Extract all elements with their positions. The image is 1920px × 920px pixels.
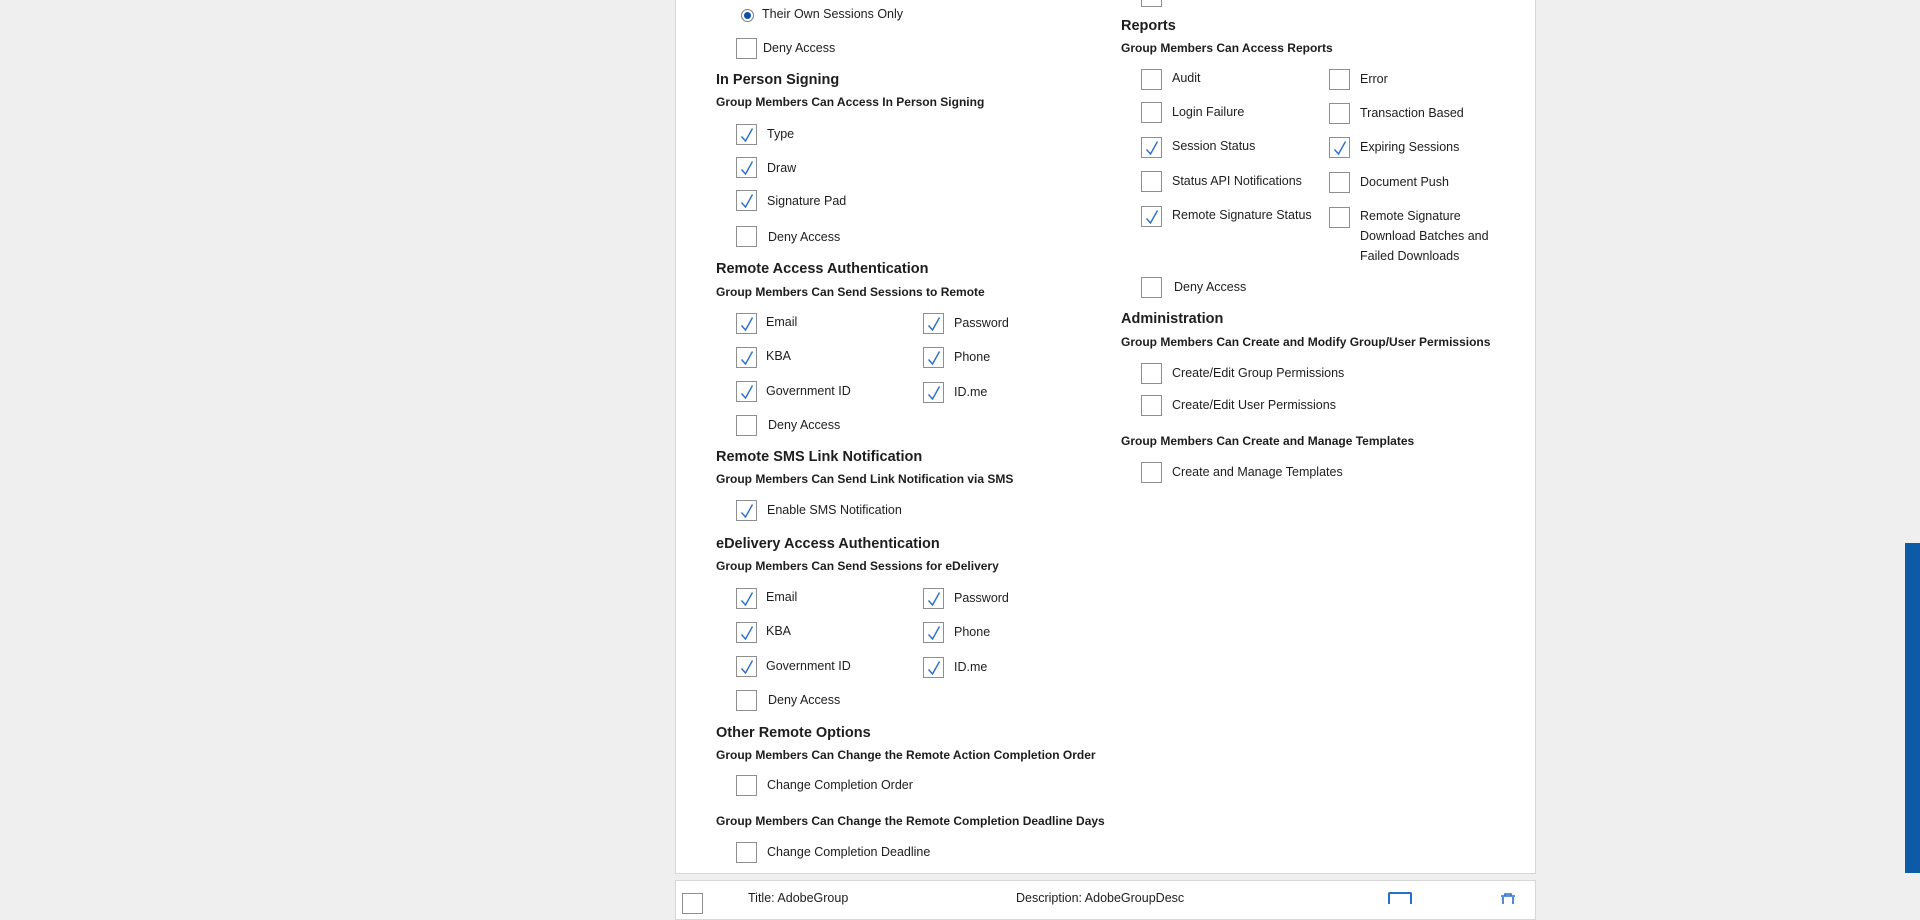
- sms-subtitle: Group Members Can Send Link Notification via SMS: [716, 472, 1014, 486]
- in-person-draw-label: Draw: [767, 161, 797, 175]
- edelivery-phone-checkbox[interactable]: [923, 622, 944, 643]
- remote-idme-label: ID.me: [954, 385, 988, 399]
- in-person-deny-label: Deny Access: [768, 230, 841, 244]
- prior-section-checkbox[interactable]: [1141, 0, 1162, 7]
- report-transaction-based-label: Transaction Based: [1360, 106, 1464, 120]
- administration-title: Administration: [1121, 311, 1224, 327]
- report-audit-checkbox[interactable]: [1141, 69, 1162, 90]
- remote-password-label: Password: [954, 316, 1009, 330]
- group-row-description: Description: AdobeGroupDesc: [1016, 891, 1185, 905]
- remote-government-id-checkbox[interactable]: [736, 381, 757, 402]
- in-person-signature-pad-checkbox[interactable]: [736, 190, 757, 211]
- checkmark-icon: [927, 316, 941, 332]
- their-own-sessions-radio[interactable]: [741, 9, 754, 22]
- checkmark-icon: [927, 591, 941, 607]
- checkmark-icon: [740, 503, 754, 519]
- administration-subtitle: Group Members Can Create and Modify Group/User Permissions: [1121, 335, 1491, 349]
- report-remote-download-batches-label: Remote Signature Download Batches and Failed Downloads: [1360, 209, 1489, 263]
- change-completion-deadline-label: Change Completion Deadline: [767, 845, 931, 859]
- checkmark-icon: [927, 625, 941, 641]
- remote-deny-checkbox[interactable]: [736, 415, 757, 436]
- checkmark-icon: [1333, 140, 1347, 156]
- edelivery-subtitle: Group Members Can Send Sessions for eDelivery: [716, 559, 999, 573]
- create-edit-user-permissions-label: Create/Edit User Permissions: [1172, 398, 1336, 412]
- edit-icon[interactable]: [1388, 892, 1412, 904]
- their-own-sessions-label: Their Own Sessions Only: [762, 7, 904, 21]
- edelivery-email-label: Email: [766, 590, 798, 604]
- change-completion-order-checkbox[interactable]: [736, 775, 757, 796]
- scrollbar-thumb[interactable]: [1905, 543, 1920, 873]
- report-status-api-label: Status API Notifications: [1172, 174, 1302, 188]
- remote-email-checkbox[interactable]: [736, 313, 757, 334]
- sms-enable-checkbox[interactable]: [736, 500, 757, 521]
- checkmark-icon: [740, 384, 754, 400]
- in-person-type-checkbox[interactable]: [736, 124, 757, 145]
- edelivery-password-checkbox[interactable]: [923, 588, 944, 609]
- checkmark-icon: [740, 659, 754, 675]
- checkmark-icon: [1145, 140, 1159, 156]
- checkmark-icon: [740, 591, 754, 607]
- sms-enable-label: Enable SMS Notification: [767, 503, 902, 517]
- in-person-type-label: Type: [767, 127, 795, 141]
- checkmark-icon: [740, 625, 754, 641]
- edelivery-deny-checkbox[interactable]: [736, 690, 757, 711]
- edelivery-idme-checkbox[interactable]: [923, 657, 944, 678]
- report-login-failure-checkbox[interactable]: [1141, 102, 1162, 123]
- report-error-checkbox[interactable]: [1329, 69, 1350, 90]
- in-person-signature-pad-label: Signature Pad: [767, 194, 847, 208]
- checkmark-icon: [740, 350, 754, 366]
- checkmark-icon: [740, 193, 754, 209]
- remote-auth-title: Remote Access Authentication: [716, 261, 929, 277]
- report-expiring-sessions-checkbox[interactable]: [1329, 137, 1350, 158]
- report-document-push-label: Document Push: [1360, 175, 1449, 189]
- create-manage-templates-checkbox[interactable]: [1141, 462, 1162, 483]
- edelivery-password-label: Password: [954, 591, 1009, 605]
- report-status-api-checkbox[interactable]: [1141, 171, 1162, 192]
- other-remote-title: Other Remote Options: [716, 725, 871, 741]
- edelivery-government-id-checkbox[interactable]: [736, 656, 757, 677]
- create-manage-templates-label: Create and Manage Templates: [1172, 465, 1343, 479]
- checkmark-icon: [1145, 209, 1159, 225]
- completion-order-subtitle: Group Members Can Change the Remote Action Completion Order: [716, 748, 1096, 762]
- edelivery-phone-label: Phone: [954, 625, 991, 639]
- in-person-draw-checkbox[interactable]: [736, 157, 757, 178]
- sms-title: Remote SMS Link Notification: [716, 449, 923, 465]
- edelivery-kba-label: KBA: [766, 624, 792, 638]
- edelivery-deny-label: Deny Access: [768, 693, 841, 707]
- group-row-title: Title: AdobeGroup: [748, 891, 849, 905]
- report-document-push-checkbox[interactable]: [1329, 172, 1350, 193]
- report-audit-label: Audit: [1172, 71, 1201, 85]
- report-transaction-based-checkbox[interactable]: [1329, 103, 1350, 124]
- change-completion-order-label: Change Completion Order: [767, 778, 913, 792]
- remote-kba-checkbox[interactable]: [736, 347, 757, 368]
- report-session-status-checkbox[interactable]: [1141, 137, 1162, 158]
- report-login-failure-label: Login Failure: [1172, 105, 1245, 119]
- checkmark-icon: [740, 127, 754, 143]
- remote-phone-checkbox[interactable]: [923, 347, 944, 368]
- edelivery-email-checkbox[interactable]: [736, 588, 757, 609]
- reports-subtitle: Group Members Can Access Reports: [1121, 41, 1333, 55]
- report-remote-signature-status-checkbox[interactable]: [1141, 206, 1162, 227]
- in-person-deny-checkbox[interactable]: [736, 226, 757, 247]
- checkmark-icon: [740, 316, 754, 332]
- remote-email-label: Email: [766, 315, 798, 329]
- remote-auth-subtitle: Group Members Can Send Sessions to Remote: [716, 285, 985, 299]
- report-remote-signature-status-label: Remote Signature Status: [1172, 208, 1312, 222]
- delete-icon[interactable]: [1498, 891, 1518, 903]
- report-remote-download-batches-checkbox[interactable]: [1329, 207, 1350, 228]
- session-deny-label: Deny Access: [763, 41, 836, 55]
- remote-password-checkbox[interactable]: [923, 313, 944, 334]
- edelivery-idme-label: ID.me: [954, 660, 988, 674]
- remote-phone-label: Phone: [954, 350, 991, 364]
- group-row-checkbox[interactable]: [682, 893, 703, 914]
- report-error-label: Error: [1360, 72, 1388, 86]
- create-edit-group-permissions-label: Create/Edit Group Permissions: [1172, 366, 1345, 380]
- edelivery-government-id-label: Government ID: [766, 659, 851, 673]
- checkmark-icon: [927, 660, 941, 676]
- reports-title: Reports: [1121, 18, 1176, 34]
- create-edit-group-permissions-checkbox[interactable]: [1141, 363, 1162, 384]
- remote-government-id-label: Government ID: [766, 384, 851, 398]
- report-expiring-sessions-label: Expiring Sessions: [1360, 140, 1460, 154]
- report-session-status-label: Session Status: [1172, 139, 1256, 153]
- edelivery-title: eDelivery Access Authentication: [716, 536, 940, 552]
- change-completion-deadline-checkbox[interactable]: [736, 842, 757, 863]
- edelivery-kba-checkbox[interactable]: [736, 622, 757, 643]
- in-person-signing-title: In Person Signing: [716, 72, 840, 88]
- checkmark-icon: [927, 350, 941, 366]
- checkmark-icon: [927, 385, 941, 401]
- remote-idme-checkbox[interactable]: [923, 382, 944, 403]
- reports-deny-checkbox[interactable]: [1141, 277, 1162, 298]
- create-edit-user-permissions-checkbox[interactable]: [1141, 395, 1162, 416]
- session-deny-checkbox[interactable]: [736, 38, 757, 59]
- checkmark-icon: [740, 160, 754, 176]
- in-person-signing-subtitle: Group Members Can Access In Person Signing: [716, 95, 985, 109]
- reports-deny-label: Deny Access: [1174, 280, 1247, 294]
- templates-subtitle: Group Members Can Create and Manage Templates: [1121, 434, 1415, 448]
- remote-kba-label: KBA: [766, 349, 792, 363]
- remote-deny-label: Deny Access: [768, 418, 841, 432]
- completion-deadline-subtitle: Group Members Can Change the Remote Completion Deadline Days: [716, 814, 1105, 828]
